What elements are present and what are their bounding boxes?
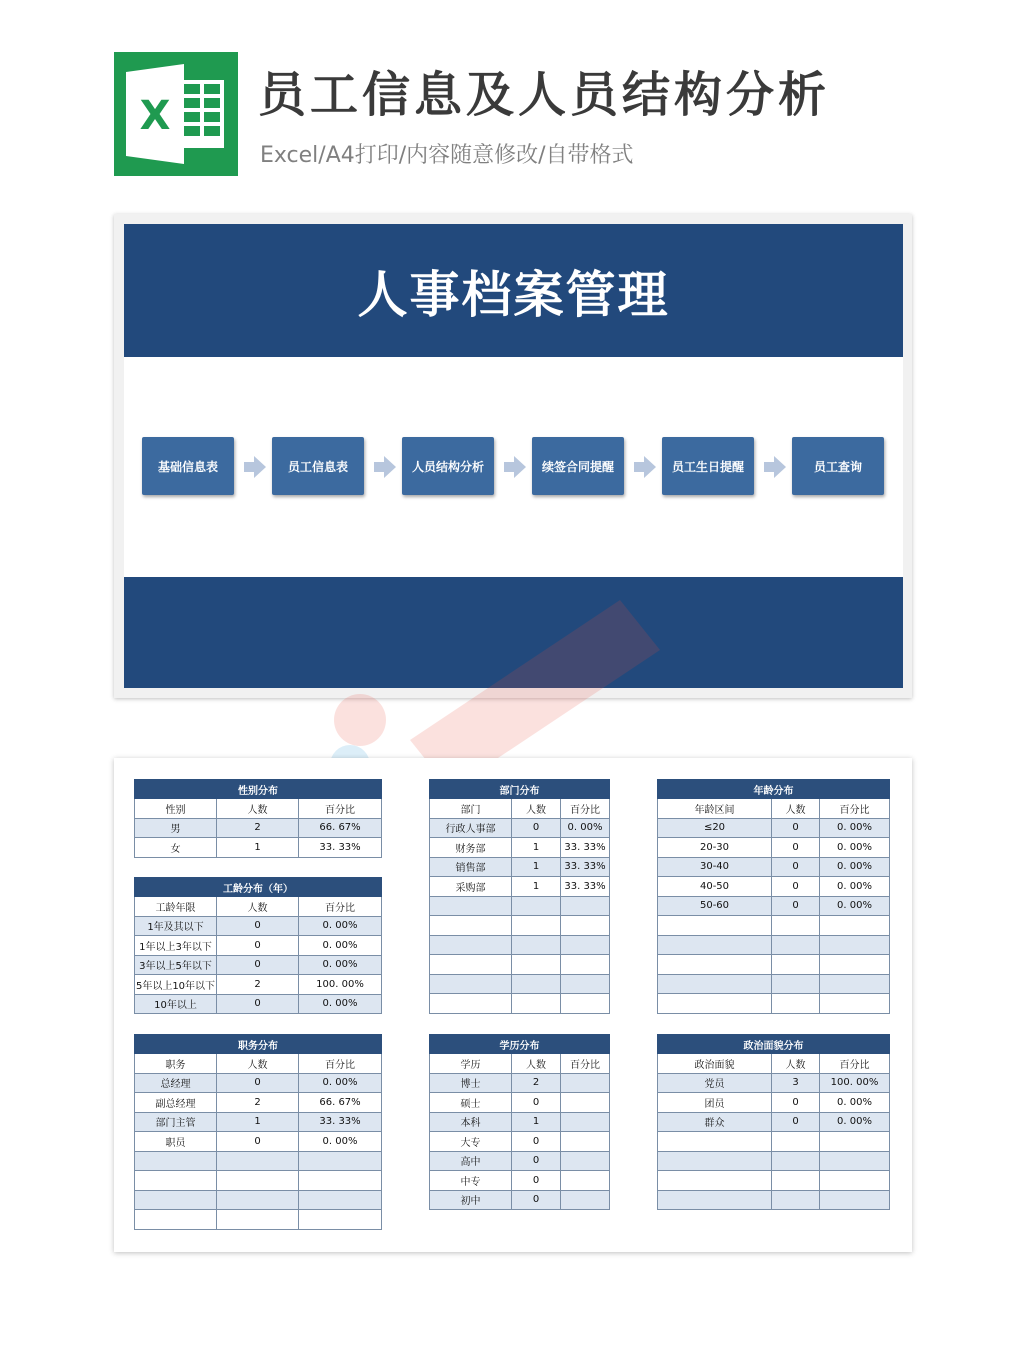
table-cell: 0: [512, 1190, 561, 1210]
table-cell: [299, 1151, 382, 1171]
banner-title: 人事档案管理: [357, 265, 670, 324]
table-cell: [772, 1132, 820, 1152]
table-row: [430, 1151, 610, 1171]
statistics-card: [114, 758, 912, 1252]
table-cell: [430, 916, 512, 936]
table-cell: [561, 1112, 610, 1132]
table-cell: [430, 935, 512, 955]
table-header-row: [430, 799, 610, 819]
column-header: 人数: [772, 799, 820, 819]
table-row: [430, 1112, 610, 1132]
table-cell: 0. 00%: [561, 818, 610, 838]
table-cell: [772, 935, 820, 955]
column-header: 人数: [512, 799, 561, 819]
column-header: 职务: [135, 1054, 217, 1074]
table-row: [135, 1190, 382, 1210]
table-row: [135, 994, 382, 1014]
table-cell: [561, 1151, 610, 1171]
table-cell: [217, 1190, 299, 1210]
column-header: 百分比: [820, 1054, 890, 1074]
table-cell: 行政人事部: [430, 818, 512, 838]
table-cell: [561, 1190, 610, 1210]
table-cell: [561, 994, 610, 1014]
table-cell: 0. 00%: [299, 994, 382, 1014]
table-cell: 100. 00%: [299, 975, 382, 995]
table-cell: 33. 33%: [561, 838, 610, 858]
table-cell: [772, 1171, 820, 1191]
table-cell: 团员: [658, 1093, 772, 1113]
table-row: [658, 955, 890, 975]
table-cell: 中专: [430, 1171, 512, 1191]
column-header: 年龄区间: [658, 799, 772, 819]
table-title: 学历分布: [430, 1035, 610, 1054]
table-cell: 0: [772, 896, 820, 916]
table-row: [135, 1151, 382, 1171]
table-cell: [772, 974, 820, 994]
column-header: 百分比: [299, 799, 382, 819]
table-cell: 66. 67%: [299, 818, 382, 838]
table-cell: 3年以上5年以下: [135, 955, 217, 975]
table-cell: [658, 974, 772, 994]
table-cell: [820, 1151, 890, 1171]
table-cell: 0. 00%: [299, 936, 382, 956]
table-cell: 20-30: [658, 838, 772, 858]
table-cell: [299, 1171, 382, 1191]
table-row: [658, 857, 890, 877]
table-row: [135, 838, 382, 858]
table-cell: 总经理: [135, 1073, 217, 1093]
table-cell: [658, 994, 772, 1014]
table-row: [430, 857, 610, 877]
table-cell: [135, 1190, 217, 1210]
hr-dashboard-card: [114, 214, 912, 698]
table-row: [430, 1073, 610, 1093]
department-distribution-table: [429, 779, 610, 1014]
table-cell: 0: [772, 877, 820, 897]
table-cell: 100. 00%: [820, 1073, 890, 1093]
column-header: 百分比: [299, 1054, 382, 1074]
table-cell: [820, 935, 890, 955]
table-cell: [561, 1132, 610, 1152]
column-header: 人数: [512, 1054, 561, 1074]
table-row: [430, 818, 610, 838]
table-row: [658, 1112, 890, 1132]
column-header: 百分比: [561, 1054, 610, 1074]
table-cell: [430, 955, 512, 975]
table-row: [135, 1210, 382, 1230]
table-row: [658, 935, 890, 955]
table-cell: [512, 955, 561, 975]
table-cell: [135, 1151, 217, 1171]
excel-logo-letter: X: [139, 93, 171, 139]
table-cell: [299, 1210, 382, 1230]
table-cell: 0: [512, 1151, 561, 1171]
table-cell: [658, 955, 772, 975]
table-row: [430, 1171, 610, 1191]
table-cell: 0: [512, 818, 561, 838]
table-cell: [561, 896, 610, 916]
table-cell: 0: [772, 857, 820, 877]
table-cell: 0. 00%: [299, 1073, 382, 1093]
table-cell: [135, 1171, 217, 1191]
column-header: 人数: [217, 897, 299, 917]
table-cell: 66. 67%: [299, 1093, 382, 1113]
table-row: [135, 1112, 382, 1132]
table-cell: 50-60: [658, 896, 772, 916]
table-row: [135, 818, 382, 838]
table-row: [135, 1093, 382, 1113]
table-cell: 30-40: [658, 857, 772, 877]
table-cell: 2: [512, 1073, 561, 1093]
table-header-row: [430, 1054, 610, 1074]
table-cell: 本科: [430, 1112, 512, 1132]
table-cell: 40-50: [658, 877, 772, 897]
table-cell: [512, 994, 561, 1014]
table-cell: 0: [772, 838, 820, 858]
table-cell: 0. 00%: [299, 955, 382, 975]
table-header-row: [135, 1054, 382, 1074]
table-cell: 0: [512, 1093, 561, 1113]
table-cell: 部门主管: [135, 1112, 217, 1132]
table-row: [430, 1132, 610, 1152]
table-row: [430, 896, 610, 916]
table-cell: 副总经理: [135, 1093, 217, 1113]
table-cell: [217, 1210, 299, 1230]
table-cell: 1: [512, 1112, 561, 1132]
column-header: 百分比: [561, 799, 610, 819]
table-cell: 1: [217, 838, 299, 858]
table-cell: [561, 1073, 610, 1093]
table-row: [430, 916, 610, 936]
table-cell: 女: [135, 838, 217, 858]
table-cell: 男: [135, 818, 217, 838]
table-title: 性别分布: [135, 780, 382, 799]
table-row: [135, 1171, 382, 1191]
column-header: 百分比: [820, 799, 890, 819]
table-cell: 0: [217, 955, 299, 975]
table-cell: [217, 1171, 299, 1191]
table-cell: 3: [772, 1073, 820, 1093]
flow-navigation: [142, 437, 892, 497]
table-cell: [772, 1190, 820, 1210]
education-distribution-table: [429, 1034, 610, 1210]
table-cell: 2: [217, 975, 299, 995]
table-cell: [658, 1190, 772, 1210]
table-cell: [512, 935, 561, 955]
table-cell: 0. 00%: [820, 857, 890, 877]
table-cell: 采购部: [430, 877, 512, 897]
table-row: [658, 838, 890, 858]
table-cell: [658, 916, 772, 936]
table-cell: [561, 974, 610, 994]
table-cell: 0: [217, 1132, 299, 1152]
column-header: 政治面貌: [658, 1054, 772, 1074]
table-row: [135, 1132, 382, 1152]
table-row: [658, 1151, 890, 1171]
table-cell: [820, 955, 890, 975]
table-cell: 0. 00%: [299, 1132, 382, 1152]
table-row: [430, 877, 610, 897]
column-header: 性别: [135, 799, 217, 819]
table-cell: 0. 00%: [820, 838, 890, 858]
table-cell: 1: [512, 838, 561, 858]
arrow-right-icon: [244, 456, 266, 478]
table-row: [658, 1132, 890, 1152]
table-row: [658, 994, 890, 1014]
arrow-right-icon: [504, 456, 526, 478]
table-cell: 1年以上3年以下: [135, 936, 217, 956]
table-title: 政治面貌分布: [658, 1035, 890, 1054]
table-row: [658, 896, 890, 916]
table-cell: 0: [512, 1132, 561, 1152]
arrow-right-icon: [764, 456, 786, 478]
page-title: 员工信息及人员结构分析: [258, 67, 831, 123]
nav-birthday-reminder-button[interactable]: 员工生日提醒: [662, 437, 754, 495]
table-cell: [820, 1171, 890, 1191]
table-cell: 初中: [430, 1190, 512, 1210]
table-row: [135, 1073, 382, 1093]
table-row: [430, 838, 610, 858]
table-row: [658, 974, 890, 994]
table-cell: 33. 33%: [299, 1112, 382, 1132]
table-cell: 5年以上10年以下: [135, 975, 217, 995]
table-cell: 0: [772, 818, 820, 838]
table-header-row: [658, 1054, 890, 1074]
table-row: [658, 1093, 890, 1113]
table-cell: 0: [772, 1093, 820, 1113]
table-cell: 0: [772, 1112, 820, 1132]
table-row: [135, 955, 382, 975]
table-cell: 33. 33%: [561, 877, 610, 897]
table-cell: 0. 00%: [820, 877, 890, 897]
table-cell: [820, 1132, 890, 1152]
table-header-row: [135, 897, 382, 917]
table-cell: [512, 896, 561, 916]
nav-employee-info-button[interactable]: 员工信息表: [272, 437, 364, 495]
table-cell: [820, 1190, 890, 1210]
table-row: [658, 818, 890, 838]
table-cell: 1年及其以下: [135, 916, 217, 936]
table-cell: 党员: [658, 1073, 772, 1093]
table-row: [430, 935, 610, 955]
table-cell: [561, 935, 610, 955]
table-cell: 大专: [430, 1132, 512, 1152]
table-cell: [561, 1171, 610, 1191]
arrow-right-icon: [374, 456, 396, 478]
table-cell: 0: [217, 1073, 299, 1093]
table-cell: 10年以上: [135, 994, 217, 1014]
table-cell: [772, 994, 820, 1014]
table-cell: 群众: [658, 1112, 772, 1132]
table-cell: [512, 974, 561, 994]
table-row: [658, 1190, 890, 1210]
table-cell: 0. 00%: [299, 916, 382, 936]
table-cell: 0. 00%: [820, 896, 890, 916]
table-cell: [772, 955, 820, 975]
table-cell: ≤20: [658, 818, 772, 838]
table-cell: 1: [512, 857, 561, 877]
table-cell: [772, 916, 820, 936]
table-title: 年龄分布: [658, 780, 890, 799]
table-cell: 0. 00%: [820, 1093, 890, 1113]
table-cell: [658, 1151, 772, 1171]
banner-top: [124, 224, 903, 357]
table-cell: 0: [217, 916, 299, 936]
table-cell: 博士: [430, 1073, 512, 1093]
nav-structure-analysis-button[interactable]: 人员结构分析: [402, 437, 494, 495]
column-header: 人数: [217, 799, 299, 819]
nav-contract-reminder-button[interactable]: 续签合同提醒: [532, 437, 624, 495]
column-header: 工龄年限: [135, 897, 217, 917]
table-row: [135, 916, 382, 936]
table-cell: [430, 896, 512, 916]
table-title: 部门分布: [430, 780, 610, 799]
table-cell: 0: [512, 1171, 561, 1191]
table-cell: 硕士: [430, 1093, 512, 1113]
table-cell: [658, 1132, 772, 1152]
table-row: [430, 955, 610, 975]
table-cell: [561, 1093, 610, 1113]
table-cell: [820, 974, 890, 994]
gender-distribution-table: [134, 779, 382, 858]
table-row: [135, 936, 382, 956]
column-header: 百分比: [299, 897, 382, 917]
tenure-distribution-table: [134, 877, 382, 1014]
column-header: 学历: [430, 1054, 512, 1074]
age-distribution-table: [657, 779, 890, 1014]
table-row: [658, 1073, 890, 1093]
table-row: [430, 994, 610, 1014]
excel-logo-icon: [114, 52, 238, 176]
table-cell: [430, 994, 512, 1014]
table-title: 工龄分布（年）: [135, 878, 382, 897]
table-cell: 职员: [135, 1132, 217, 1152]
table-cell: 2: [217, 1093, 299, 1113]
table-cell: [772, 1151, 820, 1171]
table-cell: [658, 935, 772, 955]
table-cell: 销售部: [430, 857, 512, 877]
nav-employee-query-button[interactable]: 员工查询: [792, 437, 884, 495]
table-row: [658, 877, 890, 897]
table-cell: [561, 955, 610, 975]
position-distribution-table: [134, 1034, 382, 1230]
table-cell: 0: [217, 936, 299, 956]
column-header: 人数: [217, 1054, 299, 1074]
table-cell: 0. 00%: [820, 1112, 890, 1132]
column-header: 人数: [772, 1054, 820, 1074]
table-cell: 2: [217, 818, 299, 838]
table-cell: 33. 33%: [299, 838, 382, 858]
column-header: 部门: [430, 799, 512, 819]
table-row: [658, 916, 890, 936]
table-cell: [299, 1190, 382, 1210]
table-row: [430, 974, 610, 994]
table-row: [430, 1190, 610, 1210]
banner-bottom: [124, 577, 903, 688]
table-cell: [820, 916, 890, 936]
table-cell: 1: [217, 1112, 299, 1132]
page-subtitle: Excel/A4打印/内容随意修改/自带格式: [260, 143, 634, 168]
table-header-row: [135, 799, 382, 819]
table-cell: [561, 916, 610, 936]
table-row: [658, 1171, 890, 1191]
table-cell: [658, 1171, 772, 1191]
table-row: [430, 1093, 610, 1113]
table-cell: 0: [217, 994, 299, 1014]
table-title: 职务分布: [135, 1035, 382, 1054]
table-cell: 财务部: [430, 838, 512, 858]
nav-basic-info-button[interactable]: 基础信息表: [142, 437, 234, 495]
arrow-right-icon: [634, 456, 656, 478]
table-cell: [217, 1151, 299, 1171]
table-cell: [430, 974, 512, 994]
table-cell: [135, 1210, 217, 1230]
table-cell: [512, 916, 561, 936]
table-cell: 0. 00%: [820, 818, 890, 838]
political-status-distribution-table: [657, 1034, 890, 1210]
table-row: [135, 975, 382, 995]
table-cell: 1: [512, 877, 561, 897]
table-cell: [820, 994, 890, 1014]
table-header-row: [658, 799, 890, 819]
table-cell: 33. 33%: [561, 857, 610, 877]
table-cell: 高中: [430, 1151, 512, 1171]
